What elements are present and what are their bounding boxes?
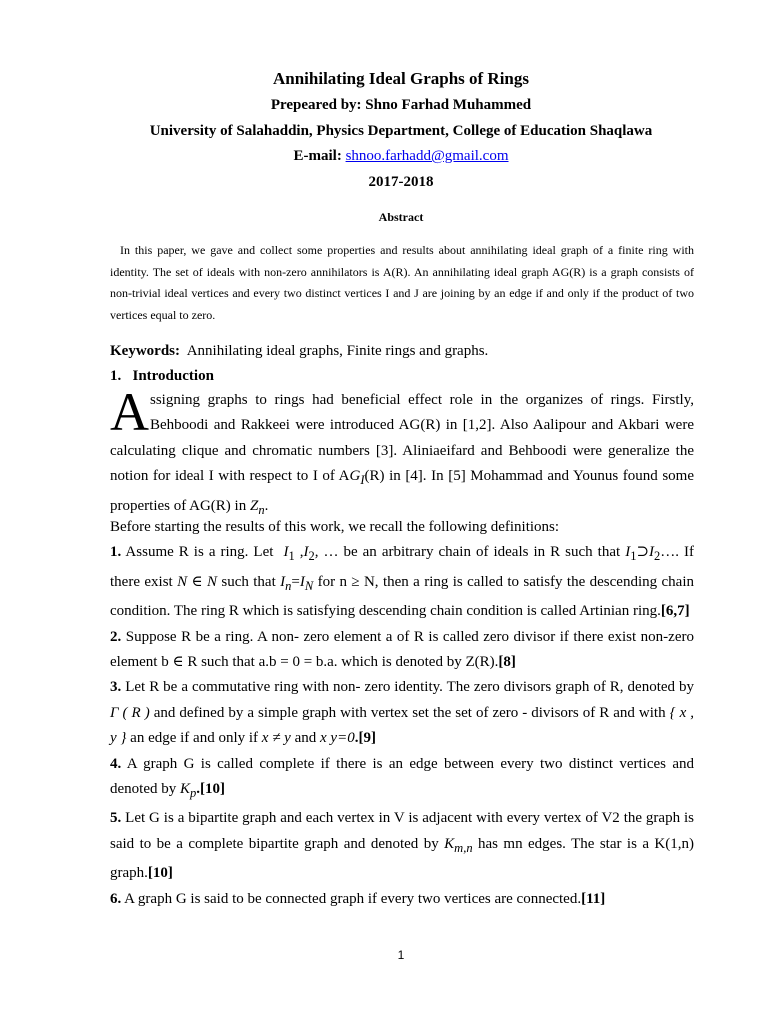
section-title: Introduction [132, 368, 214, 384]
def-text: has mn edges. The star is a K(1,n) graph. [110, 835, 694, 882]
def-text: Let G is a bipartite graph and each vertex in V is adjacent with every vertex of V2 the graph is said to be a complete bipartite graph and denoted by [110, 810, 694, 852]
def-text: such that [216, 573, 281, 590]
definition-2 [110, 625, 694, 676]
citation: [6,7] [660, 603, 690, 620]
def-text: Assume R is a ring. Let [121, 544, 279, 561]
math-sub: 2 [308, 549, 315, 564]
year-line: 2017-2018 [368, 174, 434, 190]
intro-math-z: Z [249, 497, 259, 514]
math-expr: K [179, 781, 190, 798]
def-number: 4. [110, 755, 122, 772]
paper-title: Annihilating Ideal Graphs of Rings [272, 69, 529, 88]
math-sub: n [285, 578, 292, 593]
math-sub: p [190, 786, 197, 801]
math-sub: 2 [654, 549, 661, 564]
math-sub: m,n [454, 840, 473, 855]
def-text: an edge if and only if [126, 730, 262, 747]
def-text: Let R be a commutative ring with non- zero identity. The zero divisors graph of R, denoted by [121, 679, 694, 696]
math-expr: Γ ( R ) [110, 704, 150, 721]
citation: [11] [581, 890, 606, 907]
definition-5 [110, 806, 694, 886]
math-ideal: I [299, 573, 305, 590]
math-op: = [291, 573, 300, 590]
math-ideal: I [280, 573, 286, 590]
keywords-line [110, 339, 694, 364]
math-ideal: I [625, 544, 631, 561]
keywords-text: Annihilating ideal graphs, Finite rings and graphs. [186, 343, 489, 359]
keywords-label: Keywords: [110, 343, 180, 359]
definitions-block [110, 515, 694, 912]
math-ideal: I [649, 544, 655, 561]
page-number: 1 [397, 948, 405, 962]
definition-1: 1. Assume R is a ring. Let $I_1$ $,I_2$, … be an arbitrary chain of ideals in R such that $I_1⊃I_2\dots$. If there exist N ∈ N such that $I_n=I_N$ for n ≥ N, then a ring is called to satisfy the descending chain condition. The ring R which is satisfying descending chain condition is called Artinian ring.[6,7] [110, 544, 695, 620]
definition-4 [110, 752, 694, 807]
intro-text-2: (R) in [4]. In [5] Mohammad and Younus found some properties of AG(R) in [110, 468, 694, 514]
section-heading-introduction [110, 364, 694, 389]
citation: [10] [147, 865, 173, 882]
def-text: . If there exist [110, 544, 695, 590]
math-sub: 1 [288, 549, 295, 564]
citation: .[9] [354, 730, 376, 747]
def-number: 2. [110, 628, 122, 645]
definition-3 [110, 675, 694, 751]
recall-sentence: Before starting the results of this work, we recall the following definitions: [110, 519, 560, 535]
def-number: 1. [110, 544, 122, 561]
author-line: Prepeared by: Shno Farhad Muhammed [270, 97, 532, 113]
affiliation-line: University of Salahaddin, Physics Department, College of Education Shaqlawa [149, 123, 653, 139]
math-expr: N ∈ N [177, 573, 217, 590]
math-expr: x y=0 [320, 730, 355, 747]
def-number: 5. [110, 810, 122, 827]
math-ellipsis: … [660, 544, 676, 561]
def-number: 3. [110, 679, 122, 696]
math-expr: K [444, 835, 455, 852]
def-text: and defined by a simple graph with vertex set the set of zero - divisors of R and with [149, 704, 670, 721]
math-expr: { x , y } [110, 704, 695, 747]
citation: .[10] [196, 781, 225, 798]
def-text: A graph G is called complete if there is an edge between every two distinct vertices and denoted by [110, 755, 694, 798]
math-op: ⊃ [636, 544, 650, 561]
section-number: 1. [110, 368, 122, 384]
introduction-paragraph [110, 382, 694, 523]
drop-cap: A [110, 382, 149, 442]
def-text: A graph G is said to be connected graph if every two vertices are connected. [121, 890, 582, 907]
def-number: 6. [110, 890, 122, 907]
math-ellipsis: , … [314, 544, 339, 561]
intro-math-g-sub: I [360, 473, 365, 488]
def-text: be an arbitrary chain of ideals in R such that [338, 544, 626, 561]
abstract-heading: Abstract [378, 210, 424, 224]
math-expr: x ≠ y [261, 730, 291, 747]
intro-math-g: G [349, 468, 361, 485]
def-text: for n ≥ N, then a ring is called to satisfy the descending chain condition. The ring R which is satisfying descending chain condition is called Artinian ring. [110, 573, 694, 620]
intro-math-z-sub: n [258, 502, 265, 517]
email-label: E-mail: [293, 148, 346, 164]
email-link[interactable]: shnoo.farhadd@gmail.com [345, 148, 509, 164]
email-line [0, 148, 768, 165]
abstract-body: In this paper, we gave and collect some properties and results about annihilating ideal graph of a finite ring with identity. The set of ideals with non-zero annihilators is A(R). An annihilating ideal graph AG(R) is a graph consists of non-trivial ideal vertices and every two distinct vertices I and J are joining by an edge if and only if the product of two vertices equal to zero. [110, 243, 694, 322]
def-text: and [290, 730, 321, 747]
definition-6 [110, 887, 694, 912]
math-sub: 1 [630, 549, 637, 564]
math-ideal: I [303, 544, 309, 561]
intro-text-1: ssigning graphs to rings had beneficial effect role in the organizes of rings. Firstly, Behboodi and Rakkeei were introduced AG(R) in [1,2]. Also Aalipour and Akbari were calculating clique and chromatic numbers [3]. Aliniaeifard and Behboodi were generalize the notion for ideal I with respect to I of A [110, 392, 694, 485]
def-text: Suppose R be a ring. A non- zero element a of R is called zero divisor if there exist non-zero element b ∈ R such that a.b = 0 = b.a. which is denoted by Z(R). [110, 628, 694, 671]
intro-text-end: . [264, 497, 269, 514]
citation: [8] [498, 654, 516, 671]
math-ideal: I [283, 544, 289, 561]
math-sub: N [304, 578, 314, 593]
